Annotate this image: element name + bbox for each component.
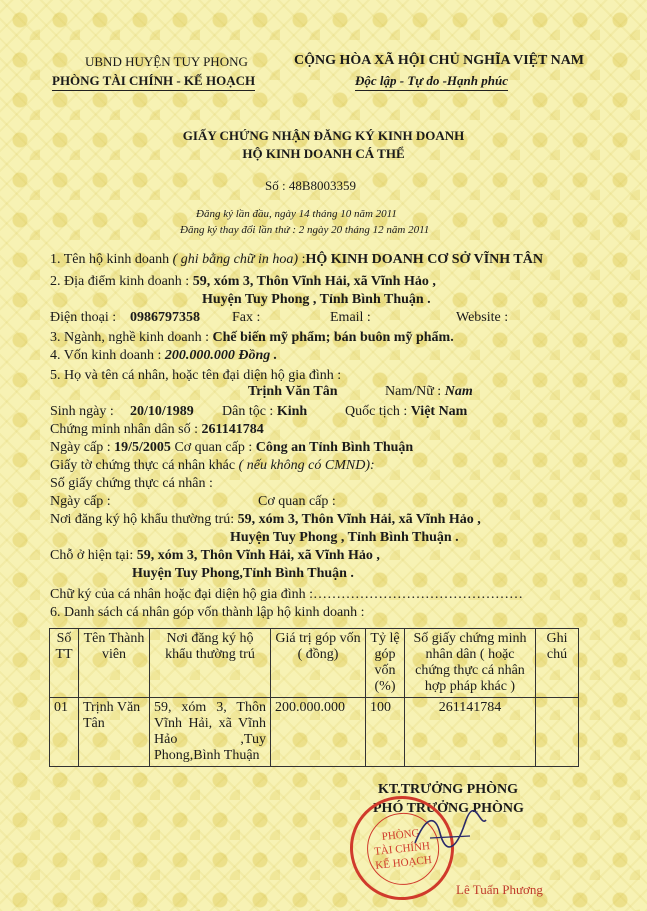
- id-field: [50, 422, 264, 438]
- business-address-label: 2. Địa điểm kinh doanh :: [50, 274, 190, 289]
- nationality-field: [345, 404, 467, 420]
- issue-date-value: 19/5/2005: [114, 440, 171, 455]
- table-cell: [536, 698, 579, 767]
- signer-title-1: KT.TRƯỞNG PHÒNG: [378, 782, 518, 797]
- table-cell: 200.000.000: [271, 698, 366, 767]
- nationality-value: Việt Nam: [410, 404, 468, 419]
- capital-value: 200.000.000 Đồng .: [164, 348, 278, 363]
- id-value: 261141784: [201, 422, 264, 437]
- ethnicity-label: Dân tộc :: [222, 404, 274, 419]
- website-label: Website :: [456, 310, 509, 325]
- stamp-line-3: KẾ HOẠCH: [374, 853, 433, 872]
- other-doc-note: ( nếu không có CMND):: [238, 458, 375, 473]
- certificate-number-label: Số :: [265, 178, 286, 193]
- ethnicity-value: Kinh: [276, 404, 308, 419]
- national-motto: Độc lập - Tự do -Hạnh phúc: [355, 73, 508, 91]
- residence-value-2: Huyện Tuy Phong,Tỉnh Bình Thuận .: [132, 566, 354, 581]
- contributors-section-label: 6. Danh sách cá nhân góp vốn thành lập hộ kinh doanh :: [50, 605, 365, 620]
- other-doc-label: Giấy tờ chứng thực cá nhân khác: [50, 458, 236, 473]
- issuer-label: Cơ quan cấp: [174, 440, 245, 455]
- business-line-value: Chế biến mỹ phẩm; bán buôn mỹ phẩm.: [212, 330, 454, 345]
- other-doc-field: [50, 458, 375, 474]
- table-header-cell: Số TT: [50, 629, 79, 698]
- signer-name: Lê Tuấn Phương: [456, 882, 543, 897]
- phone-label: Điện thoại :: [50, 310, 117, 325]
- signature-line: ………………………………………: [313, 587, 524, 602]
- business-address-value-1: 59, xóm 3, Thôn Vĩnh Hải, xã Vĩnh Hảo ,: [192, 274, 436, 289]
- issuer-agency-line1: UBND HUYỆN TUY PHONG: [85, 54, 248, 69]
- ethnicity-field: [222, 404, 307, 420]
- gender-field: [385, 384, 473, 400]
- contributors-table: [49, 628, 579, 767]
- change-registration-date: Đăng ký thay đổi lần thứ : 2 ngày 20 tháng 12 năm 2011: [180, 224, 430, 236]
- nationality-label: Quốc tịch :: [345, 404, 408, 419]
- gender-value: Nam: [444, 384, 473, 399]
- household-field: [50, 512, 481, 528]
- business-name-value: HỘ KINH DOANH CƠ SỞ VĨNH TÂN: [305, 252, 543, 267]
- issuer-value: Công an Tỉnh Bình Thuận: [255, 440, 414, 455]
- table-header-cell: Nơi đăng ký hộ khẩu thường trú: [150, 629, 271, 698]
- stamp-line-1: PHÒNG: [381, 827, 421, 844]
- certificate-number-value: 48B8003359: [288, 178, 357, 193]
- phone-value: 0986797358: [130, 310, 200, 325]
- signature-field: [50, 587, 523, 603]
- issue-date-label: Ngày cấp :: [50, 440, 111, 455]
- representative-name: Trịnh Văn Tân: [248, 384, 338, 399]
- document-subtitle: HỘ KINH DOANH CÁ THỂ: [242, 146, 405, 161]
- table-header-cell: Giá trị góp vốn ( đồng): [271, 629, 366, 698]
- cert-number-label: Số giấy chứng thực cá nhân :: [50, 476, 213, 491]
- fax-label: Fax :: [232, 310, 261, 325]
- national-title: CỘNG HÒA XÃ HỘI CHỦ NGHĨA VIỆT NAM: [294, 53, 585, 68]
- signature-label: Chữ ký của cá nhân hoặc đại diện hộ gia đình :: [50, 587, 314, 602]
- representative-section-label: 5. Họ và tên cá nhân, hoặc tên đại diện hộ gia đình :: [50, 368, 342, 383]
- household-value-2: Huyện Tuy Phong , Tỉnh Bình Thuận .: [230, 530, 459, 545]
- cert-issuer-label: Cơ quan cấp :: [258, 494, 336, 509]
- table-cell: 01: [50, 698, 79, 767]
- field-business-line: [50, 330, 454, 346]
- business-name-colon: :: [301, 252, 306, 267]
- id-label: Chứng minh nhân dân số :: [50, 422, 198, 437]
- table-header-cell: Tỷ lệ góp vốn (%): [366, 629, 405, 698]
- certificate-number: [265, 178, 356, 194]
- residence-label: Chỗ ở hiện tại:: [50, 548, 134, 563]
- residence-field: [50, 548, 380, 564]
- signer-title-2: PHÓ TRƯỞNG PHÒNG: [373, 801, 524, 816]
- id-issue-field: [50, 440, 413, 456]
- issuer-agency-line2: PHÒNG TÀI CHÍNH - KẾ HOẠCH: [52, 73, 255, 91]
- field-business-name: [50, 252, 543, 268]
- dob-value: 20/10/1989: [130, 404, 194, 419]
- table-header-cell: Tên Thành viên: [79, 629, 150, 698]
- table-header-row: [50, 629, 579, 698]
- dob-label: Sinh ngày :: [50, 404, 114, 419]
- cert-date-label: Ngày cấp :: [50, 494, 111, 509]
- handwritten-signature: [410, 808, 490, 858]
- field-business-address: [50, 274, 436, 290]
- email-label: Email :: [330, 310, 371, 325]
- business-address-value-2: Huyện Tuy Phong , Tỉnh Bình Thuận .: [202, 292, 431, 307]
- household-label: Nơi đăng ký hộ khẩu thường trú:: [50, 512, 235, 527]
- business-line-label: 3. Ngành, nghề kinh doanh :: [50, 330, 210, 345]
- table-cell: 100: [366, 698, 405, 767]
- table-header-cell: Ghi chú: [536, 629, 579, 698]
- business-name-note: ( ghi bằng chữ in hoa): [172, 252, 299, 267]
- gender-label: Nam/Nữ :: [385, 384, 442, 399]
- stamp-line-2: TÀI CHÍNH: [373, 840, 431, 858]
- household-value-1: 59, xóm 3, Thôn Vĩnh Hải, xã Vĩnh Hảo ,: [237, 512, 481, 527]
- field-capital: [50, 348, 277, 364]
- capital-label: 4. Vốn kinh doanh :: [50, 348, 162, 363]
- issuer-colon: :: [248, 440, 253, 455]
- residence-value-1: 59, xóm 3, Thôn Vĩnh Hải, xã Vĩnh Hảo ,: [136, 548, 380, 563]
- first-registration-date: Đăng ký lần đầu, ngày 14 tháng 10 năm 2011: [196, 208, 397, 220]
- business-name-label: 1. Tên hộ kinh doanh: [50, 252, 170, 267]
- table-row: [50, 698, 579, 767]
- table-cell: 59, xóm 3, Thôn Vĩnh Hải, xã Vĩnh Hảo ,Tuy Phong,Bình Thuận: [150, 698, 271, 767]
- table-cell: Trịnh Văn Tân: [79, 698, 150, 767]
- table-cell: 261141784: [405, 698, 536, 767]
- document-title: GIẤY CHỨNG NHẬN ĐĂNG KÝ KINH DOANH: [182, 128, 465, 143]
- table-header-cell: Số giấy chứng minh nhân dân ( hoặc chứng thực cá nhân hợp pháp khác ): [405, 629, 536, 698]
